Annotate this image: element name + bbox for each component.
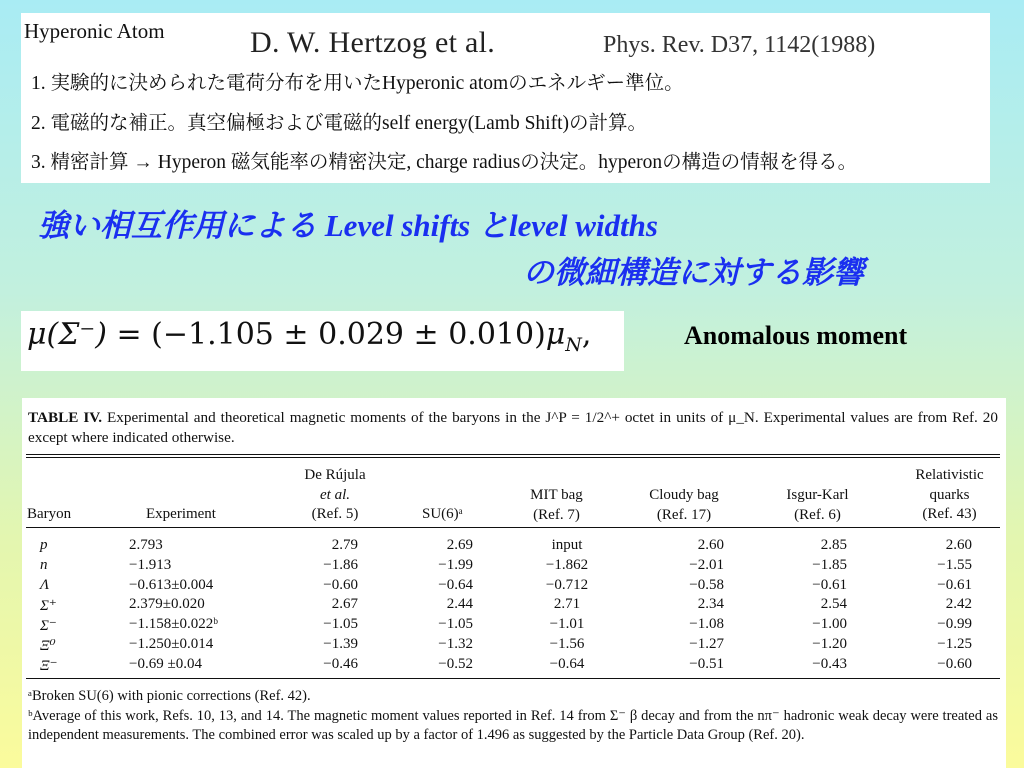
headline-line-2: の微細構造に対する影響 <box>523 255 864 290</box>
table-top-rule <box>26 454 1000 455</box>
table-cell: 2.69 <box>446 537 473 553</box>
anomalous-moment-formula <box>27 317 591 356</box>
header-derujula-2: et al. <box>320 486 350 503</box>
formula-lhs: μ(Σ⁻) = <box>27 317 142 352</box>
table-cell: 2.79 <box>331 537 358 553</box>
table-top-rule-2 <box>26 457 1000 458</box>
table-cell: −1.27 <box>689 636 724 652</box>
header-title: Hyperonic Atom <box>24 19 165 43</box>
table-cell: 2.34 <box>697 596 724 613</box>
table-cell: Λ <box>40 576 50 593</box>
table-cell: 2.793 <box>129 537 163 553</box>
table-cell: Ξ⁰ <box>40 638 56 654</box>
header-derujula <box>290 466 380 525</box>
table-cell: 2.44 <box>446 596 473 613</box>
table-cell: −0.60 <box>937 655 972 672</box>
table-cell: 2.60 <box>697 537 724 553</box>
table-cell: −0.64 <box>438 576 473 593</box>
reference-header-box <box>21 13 990 183</box>
table-cell: −0.69 ±0.04 <box>129 655 202 672</box>
header-derujula-3: (Ref. 5) <box>311 506 359 522</box>
header-item-1: 1. 実験的に決められた電荷分布を用いたHyperonic atomのエネルギー準位。 <box>31 73 684 94</box>
header-item-3: 3. 精密計算 → Hyperon 磁気能率の精密決定, charge radiusの決定。hyperonの構造の情報を得る。 <box>31 152 858 173</box>
table-cell: −1.55 <box>937 556 972 573</box>
table-cell: Σ⁻ <box>40 618 57 635</box>
table-caption <box>28 408 998 448</box>
table-cell: −0.51 <box>689 655 724 672</box>
table-cell: Σ⁺ <box>40 598 57 615</box>
table-cell: −2.01 <box>689 556 724 573</box>
table-cell: −1.158±0.022ᵇ <box>129 616 218 633</box>
header-mit-1: MIT bag <box>530 487 583 503</box>
header-cloudy-1: Cloudy bag <box>649 487 719 503</box>
table-cell: −1.01 <box>549 616 585 633</box>
header-item-2: 2. 電磁的な補正。真空偏極および電磁的self energy(Lamb Shift)の計算。 <box>31 113 648 134</box>
table-iv-box <box>22 398 1006 768</box>
formula-rhs: (−1.105 ± 0.029 ± 0.010) <box>151 317 546 352</box>
table-cell: 2.71 <box>553 596 581 613</box>
table-cell: −0.52 <box>438 655 473 672</box>
header-su6: SU(6)ᵃ <box>422 506 463 522</box>
table-caption-label: TABLE IV. <box>28 409 103 426</box>
headline-line-1: 強い相互作用による Level shifts とlevel widths <box>38 208 658 243</box>
header-mit <box>514 486 599 525</box>
table-cell: 2.85 <box>820 537 847 553</box>
table-cell: −0.99 <box>937 616 972 633</box>
table-cell: −1.25 <box>937 636 972 652</box>
table-cell: −0.712 <box>545 576 589 593</box>
table-cell: −0.60 <box>323 576 358 593</box>
table-cell: p <box>40 537 48 553</box>
table-cell: −0.64 <box>549 655 585 672</box>
table-cell: −1.20 <box>812 636 847 652</box>
table-cell: −1.00 <box>812 616 847 633</box>
anomalous-moment-label: Anomalous moment <box>684 321 908 350</box>
header-isgur-1: Isgur-Karl <box>786 487 849 503</box>
table-cell: 2.42 <box>945 596 972 613</box>
table-bottom-rule <box>26 678 1000 679</box>
footnote-a: ᵃBroken SU(6) with pionic corrections (Ref. 42). <box>28 688 311 704</box>
table-cell: input <box>551 537 583 553</box>
table-cell: −1.862 <box>545 556 589 573</box>
table-cell: −0.61 <box>937 576 972 593</box>
header-reference: Phys. Rev. D37, 1142(1988) <box>603 32 876 58</box>
table-cell: −1.86 <box>323 556 358 573</box>
table-cell: −0.61 <box>812 576 847 593</box>
table-cell: −1.32 <box>438 636 473 652</box>
table-cell: 2.60 <box>945 537 972 553</box>
table-cell: 2.379±0.020 <box>129 596 205 613</box>
header-experiment: Experiment <box>146 506 216 522</box>
table-cell: −1.56 <box>549 636 585 652</box>
header-mit-2: (Ref. 7) <box>533 506 580 523</box>
header-author: D. W. Hertzog et al. <box>250 26 496 59</box>
header-isgur-2: (Ref. 6) <box>794 506 841 523</box>
footnote-b: ᵇAverage of this work, Refs. 10, 13, and 14. The magnetic moment values reported in Ref. 14 from Σ⁻ β decay and from the nπ⁻ hadronic weak decay were treated as independent measurements. The combined error was scaled up by a factor of 1.496 as suggested by the Particle Data Group (Ref. 20). <box>28 708 998 743</box>
header-relativistic-3: (Ref. 43) <box>922 506 977 522</box>
table-cell: −1.913 <box>129 556 172 573</box>
table-cell: −0.58 <box>689 576 724 593</box>
formula-unit: μ <box>545 317 566 352</box>
formula-tail: , <box>581 317 592 352</box>
header-baryon: Baryon <box>27 506 72 522</box>
table-cell: 2.54 <box>820 596 847 613</box>
table-cell: −1.39 <box>323 636 358 652</box>
table-cell: 2.67 <box>331 596 358 613</box>
table-cell: −1.08 <box>689 616 724 633</box>
table-cell: −1.250±0.014 <box>129 636 214 652</box>
table-header-rule <box>26 527 1000 528</box>
table-cell: −1.99 <box>438 556 473 573</box>
table-cell: −1.05 <box>323 616 358 633</box>
header-relativistic-1: Relativistic <box>915 467 984 483</box>
header-relativistic-2: quarks <box>929 486 970 503</box>
table-caption-text: Experimental and theoretical magnetic moments of the baryons in the J^P = 1/2^+ octet in units of μ_N. Experimental values are from Ref. 20 except where indicated otherwise. <box>28 409 998 446</box>
table-cell: −0.46 <box>323 655 358 672</box>
table-cell: −0.43 <box>812 655 847 672</box>
header-cloudy <box>634 486 734 525</box>
table-cell: −0.613±0.004 <box>129 576 214 593</box>
table-cell: Ξ⁻ <box>40 657 58 674</box>
header-derujula-1: De Rújula <box>304 467 366 483</box>
table-cell: −1.05 <box>438 616 473 633</box>
formula-unit-sub: N <box>565 334 582 356</box>
formula-box <box>21 311 624 371</box>
header-cloudy-2: (Ref. 17) <box>656 506 712 523</box>
table-cell: n <box>40 556 48 573</box>
header-isgur <box>770 486 865 525</box>
header-relativistic <box>902 466 997 525</box>
table-cell: −1.85 <box>812 556 847 573</box>
